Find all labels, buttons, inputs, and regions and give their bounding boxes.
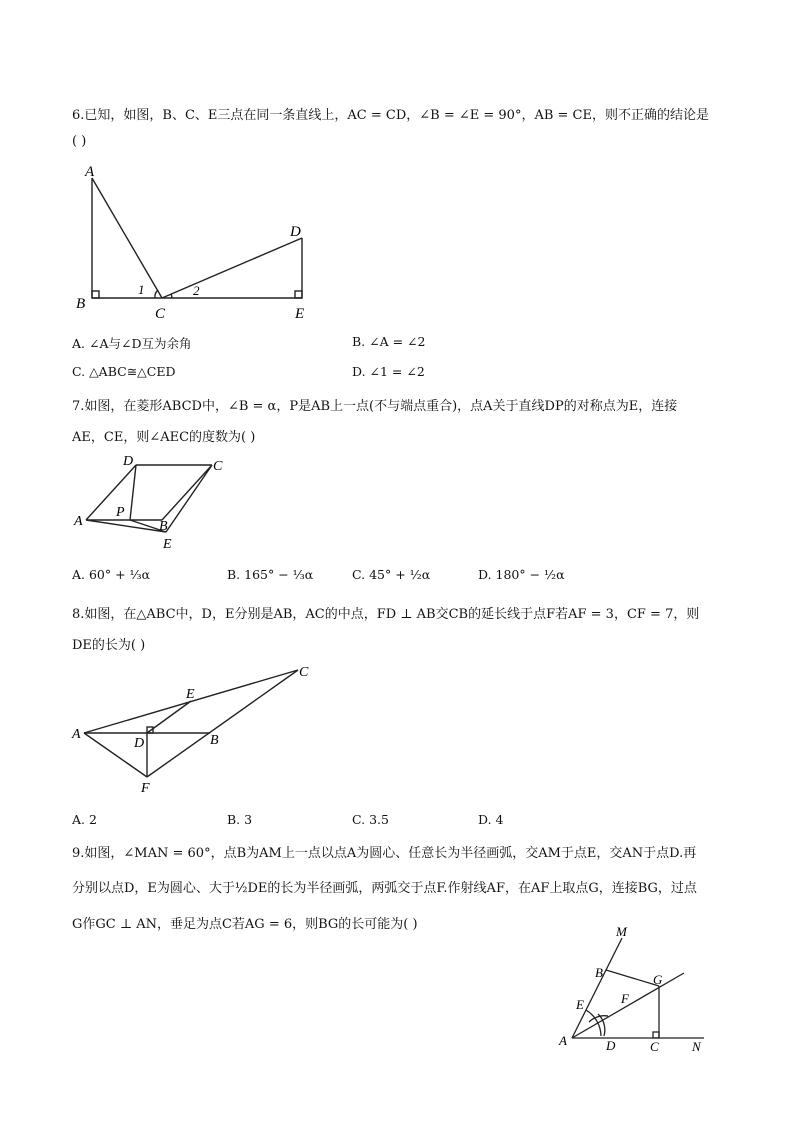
- q6-label-E: E: [295, 306, 305, 322]
- q7-stem-line2: AE，CE，则∠AEC的度数为( ): [72, 430, 256, 445]
- q9-figure: [556, 918, 716, 1058]
- q9-label-A: A: [559, 1033, 567, 1048]
- q8-label-B: B: [210, 733, 219, 748]
- q9-label-C: C: [650, 1039, 659, 1054]
- q9-label-D: D: [606, 1038, 616, 1053]
- q6-label-C: C: [155, 306, 166, 322]
- q6-option-C[interactable]: C. △ABC≅△CED: [72, 364, 176, 379]
- q9-label-E: E: [576, 997, 584, 1012]
- q7-label-C: C: [213, 459, 223, 474]
- q6-option-A[interactable]: A. ∠A与∠D互为余角: [72, 336, 192, 351]
- q6-stem-line1: 6.已知，如图，B、C、E三点在同一条直线上，AC = CD，∠B = ∠E = 90°，AB = CE，则不正确的结论是: [72, 108, 709, 123]
- q8-option-A[interactable]: A. 2: [72, 812, 97, 827]
- q6-figure: [72, 158, 322, 323]
- q6-stem-line2: ( ): [72, 134, 87, 149]
- q8-stem-line2: DE的长为( ): [72, 638, 146, 653]
- q8-label-E: E: [186, 687, 195, 702]
- q8-option-C[interactable]: C. 3.5: [352, 812, 389, 827]
- q7-figure: [72, 450, 232, 555]
- q8-stem-line1: 8.如图，在△ABC中，D，E分别是AB，AC的中点，FD ⊥ AB交CB的延长线于点F若AF = 3，CF = 7，则: [72, 607, 700, 622]
- q7-option-D[interactable]: D. 180° − ½α: [478, 567, 565, 582]
- q7-label-P: P: [116, 505, 125, 520]
- q7-label-A: A: [74, 514, 83, 529]
- q6-label-A: A: [85, 164, 95, 180]
- q9-label-N: N: [692, 1039, 701, 1054]
- q8-label-A: A: [72, 727, 81, 742]
- q9-label-B: B: [595, 965, 603, 980]
- q9-stem-line3: G作GC ⊥ AN，垂足为点C若AG = 6，则BG的长可能为( ): [72, 917, 418, 932]
- q8-label-D: D: [134, 736, 145, 751]
- q6-label-2: 2: [193, 283, 200, 298]
- q7-stem-line1: 7.如图，在菱形ABCD中，∠B = α，P是AB上一点(不与端点重合)，点A关于直线DP的对称点为E，连接: [72, 399, 678, 414]
- q7-label-B: B: [159, 519, 168, 534]
- q8-figure: [70, 658, 320, 798]
- q6-option-B[interactable]: B. ∠A = ∠2: [352, 334, 426, 349]
- q7-label-E: E: [163, 537, 172, 552]
- q6-label-D: D: [290, 224, 301, 240]
- q8-label-F: F: [141, 781, 150, 796]
- q6-label-1: 1: [138, 282, 145, 297]
- q9-label-M: M: [616, 924, 627, 939]
- q6-option-D[interactable]: D. ∠1 = ∠2: [352, 364, 425, 379]
- q8-option-D[interactable]: D. 4: [478, 812, 504, 827]
- q9-stem-line2: 分别以点D，E为圆心、大于½DE的长为半径画弧，两弧交于点F.作射线AF，在AF上取点G，连接BG，过点: [72, 881, 697, 896]
- q7-label-D: D: [123, 454, 134, 469]
- q7-option-B[interactable]: B. 165° − ⅓α: [227, 567, 314, 582]
- q9-label-G: G: [653, 972, 663, 987]
- q9-label-F: F: [621, 991, 629, 1006]
- q8-label-C: C: [299, 665, 309, 680]
- q8-option-B[interactable]: B. 3: [227, 812, 253, 827]
- q7-option-A[interactable]: A. 60° + ⅓α: [72, 567, 151, 582]
- q9-stem-line1: 9.如图，∠MAN = 60°，点B为AM上一点以点A为圆心、任意长为半径画弧，交AM于点E，交AN于点D.再: [72, 846, 697, 861]
- q7-option-C[interactable]: C. 45° + ½α: [352, 567, 431, 582]
- q6-label-B: B: [76, 296, 86, 312]
